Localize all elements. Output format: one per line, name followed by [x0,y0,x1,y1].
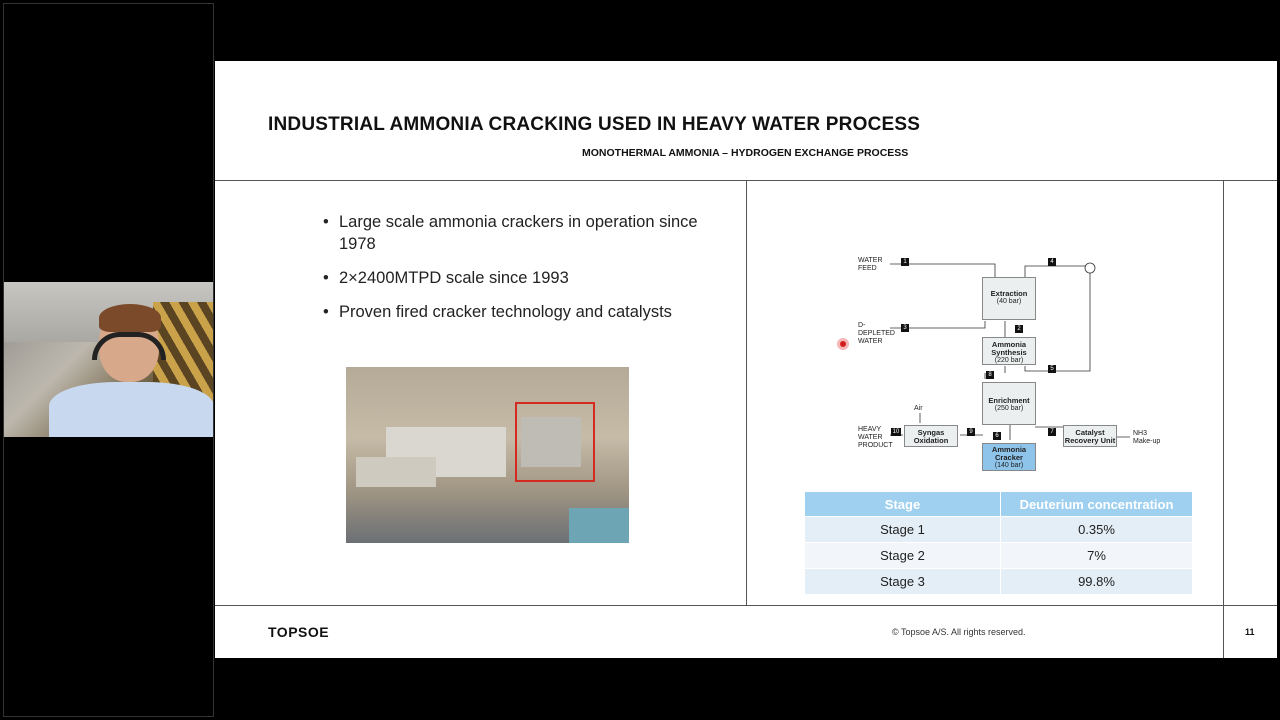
table-cell: Stage 3 [805,569,1001,595]
stream-number: 6 [993,432,1001,440]
air-label: Air [914,405,923,412]
enrichment-pressure: (250 bar) [994,405,1024,412]
photo-highlight-box [515,402,595,482]
bullet-item: • 2×2400MTPD scale since 1993 [323,267,703,289]
presenter-hair [99,304,161,332]
plant-aerial-photo [346,367,629,543]
stream-number: 5 [1048,365,1056,373]
ammonia-synthesis-box [982,337,1036,365]
bullet-list [323,211,703,335]
extraction-pressure: (40 bar) [996,298,1022,305]
stream-number: 9 [967,428,975,436]
presenter-body [49,382,213,437]
stream-number: 3 [901,324,909,332]
deuterium-table [804,491,1193,595]
cracker-pressure: (140 bar) [994,462,1024,469]
enrichment-box [982,382,1036,425]
catalyst-label: Catalyst Recovery Unit [1064,428,1116,445]
syngas-label: Syngas Oxidation [913,428,949,445]
table-row [805,543,1193,569]
table-row [805,569,1193,595]
photo-buildings [356,457,436,487]
nh3-makeup-label: NH3 Make-up [1133,430,1161,445]
syngas-oxidation-box [904,425,958,447]
stream-number: 2 [1015,325,1023,333]
cracker-label: Ammonia Cracker [991,445,1027,462]
table-header: Stage [805,492,1001,517]
divider [215,605,1277,606]
water-feed-label: WATER FEED [858,257,883,272]
extraction-label: Extraction [990,289,1028,298]
table-cell: Stage 2 [805,543,1001,569]
page-number: 11 [1245,627,1255,637]
slide-title: INDUSTRIAL AMMONIA CRACKING USED IN HEAVY WATER PROCESS [268,114,921,135]
stream-number: 10 [892,429,900,435]
catalyst-recovery-box [1063,425,1117,447]
stream-number: 8 [986,371,994,379]
heavy-water-label: HEAVY WATER PRODUCT [858,426,893,449]
copyright-text: © Topsoe A/S. All rights reserved. [892,627,1026,637]
synthesis-label: Ammonia Synthesis [991,340,1027,357]
divider [746,180,747,605]
table-cell: 0.35% [1001,517,1193,543]
photo-sea [569,508,629,543]
table-cell: Stage 1 [805,517,1001,543]
ammonia-cracker-box [982,443,1036,471]
stream-number: 4 [1048,258,1056,266]
participant-video[interactable] [4,282,213,437]
laser-pointer-icon [837,338,849,350]
d-depleted-label: D-DEPLETED WATER [858,322,895,345]
bullet-item: • Large scale ammonia crackers in operation since 1978 [323,211,703,255]
bullet-item: • Proven fired cracker technology and catalysts [323,301,703,323]
table-row [805,517,1193,543]
table-header: Deuterium concentration [1001,492,1193,517]
divider [1223,180,1224,658]
diagram-title: MONOTHERMAL AMMONIA – HYDROGEN EXCHANGE PROCESS [582,147,909,159]
stream-number: 1 [901,258,909,266]
extraction-box [982,277,1036,320]
enrichment-label: Enrichment [988,396,1030,405]
synthesis-pressure: (220 bar) [994,357,1024,364]
table-cell: 7% [1001,543,1193,569]
stream-number: 7 [1048,428,1056,436]
topsoe-logo: TOPSOE [268,624,330,640]
table-cell: 99.8% [1001,569,1193,595]
